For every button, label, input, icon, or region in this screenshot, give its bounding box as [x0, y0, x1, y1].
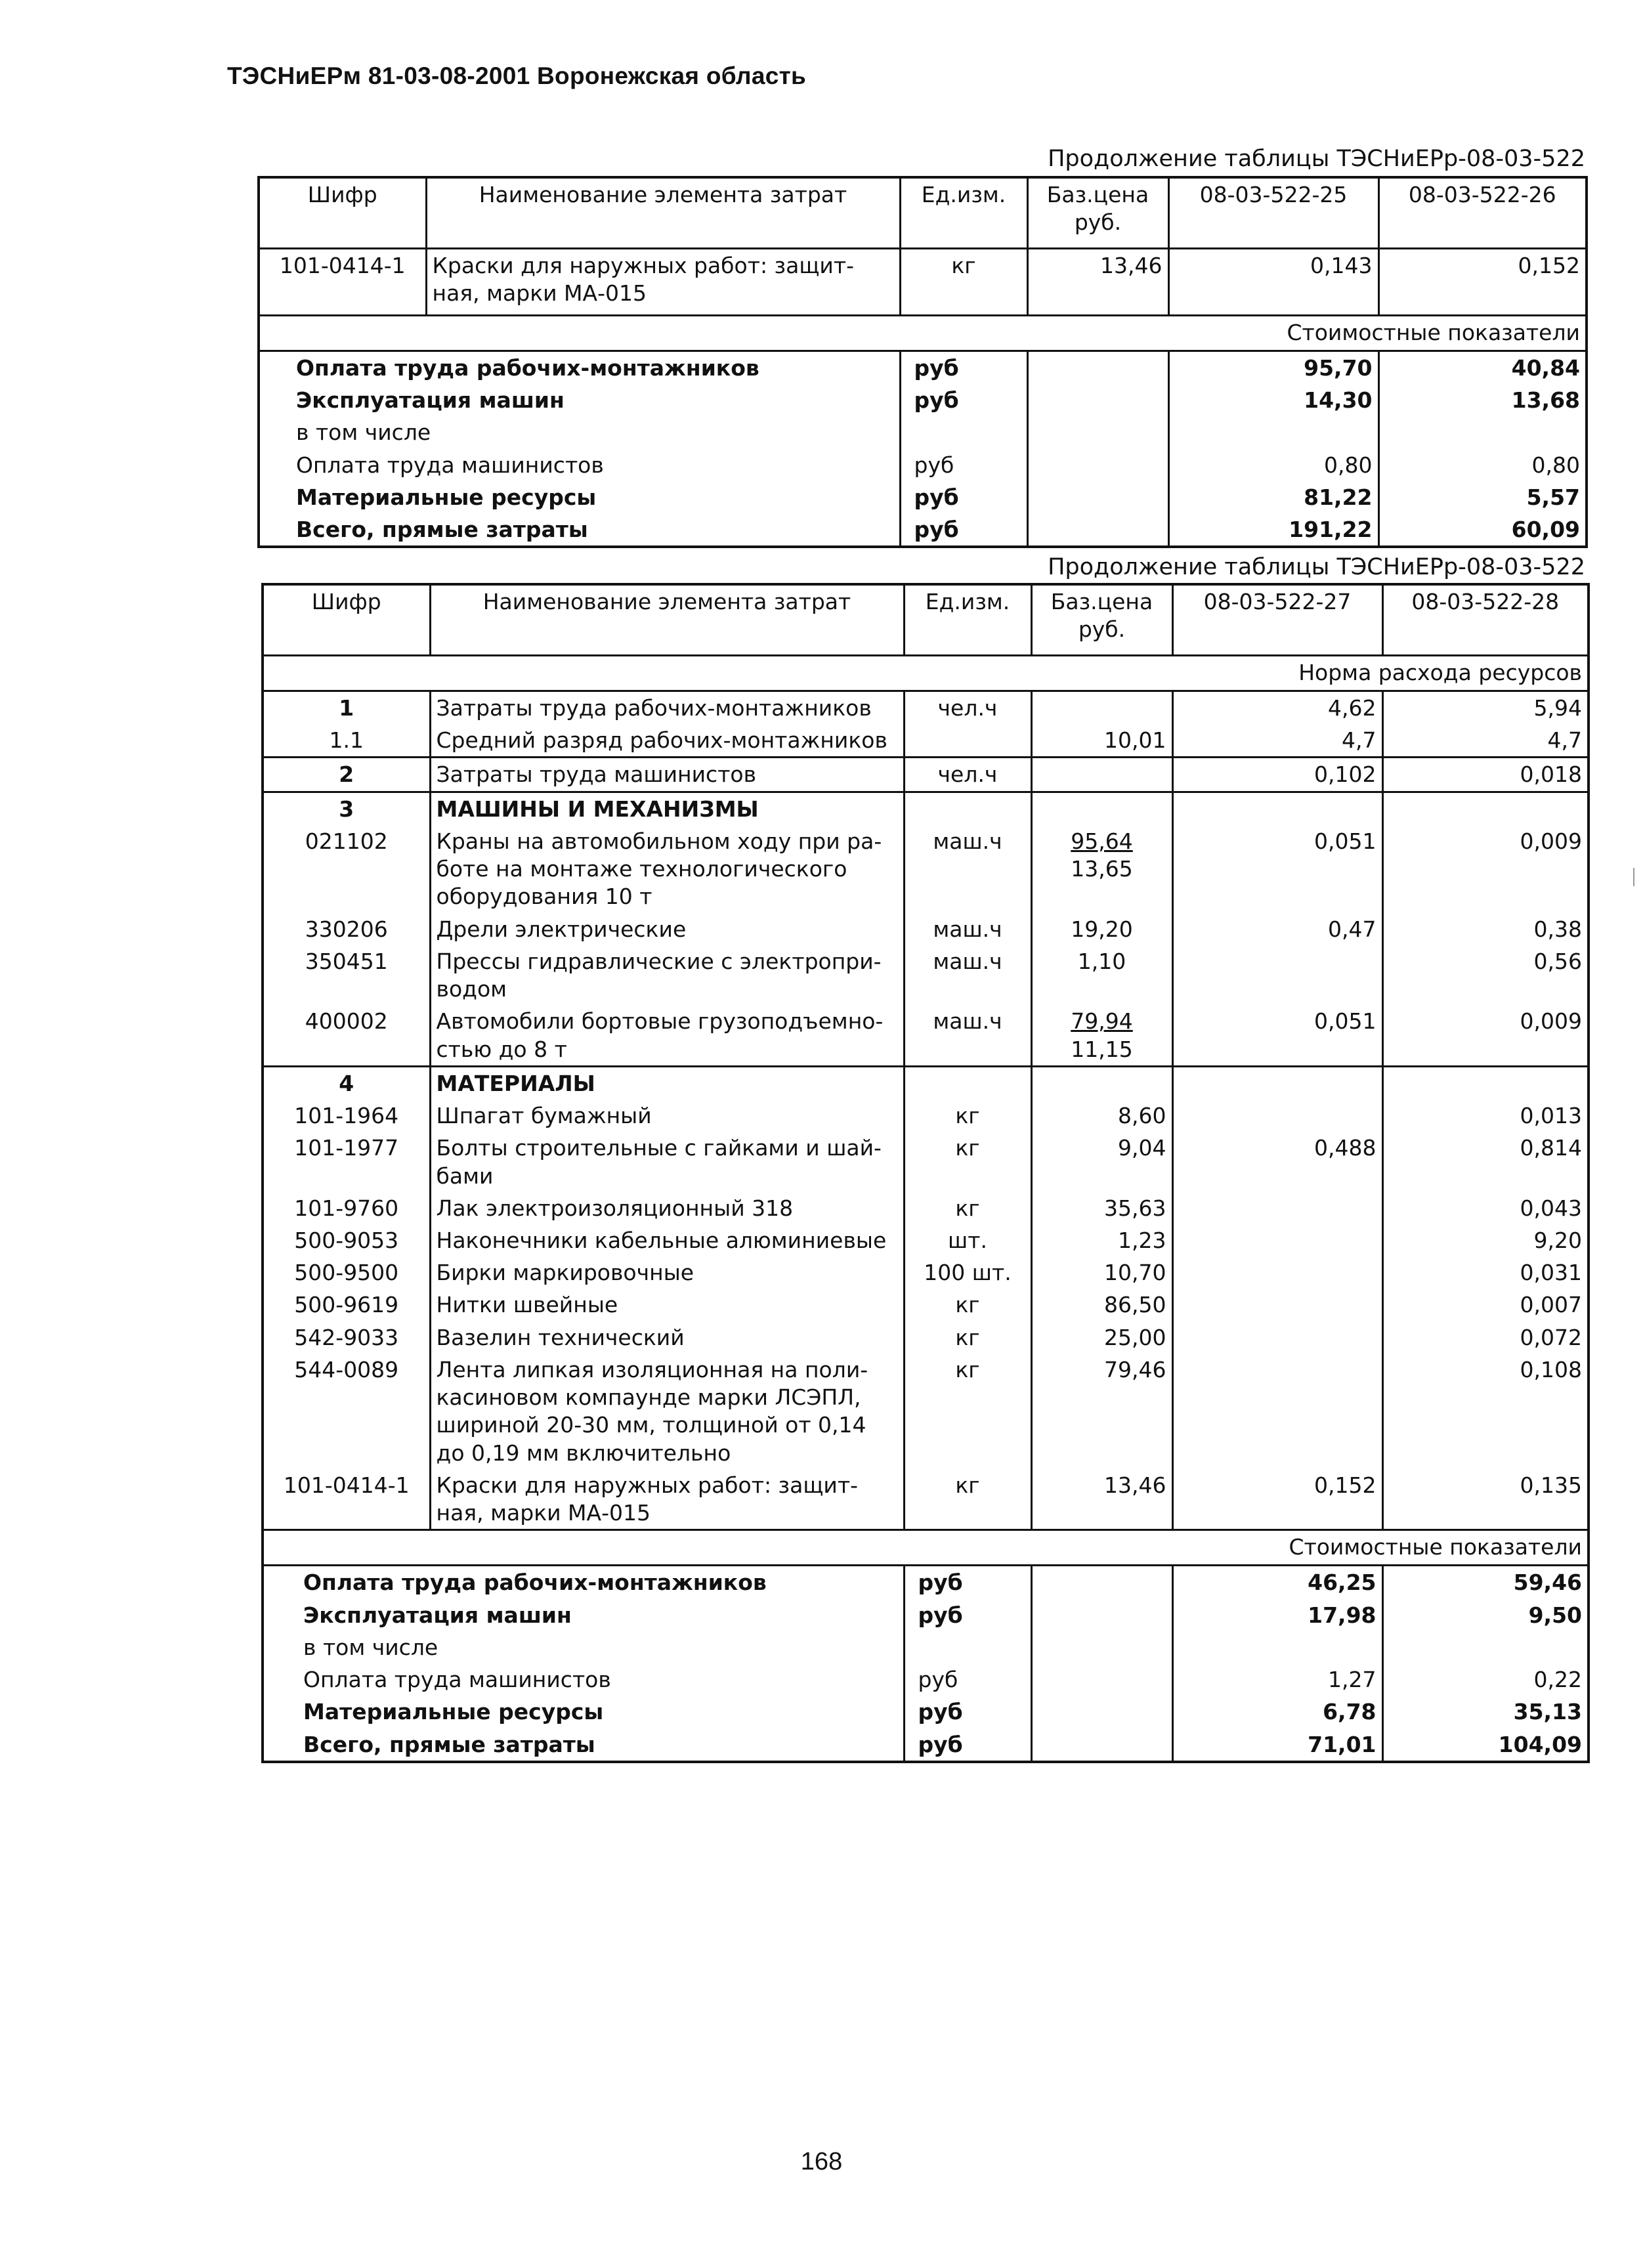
table-row — [263, 1192, 1589, 1224]
table2 — [261, 583, 1590, 1763]
row-code: 542-9033 — [294, 1324, 399, 1350]
row-name: Дрели электрические — [430, 913, 904, 945]
row-b: 0,013 — [1382, 1100, 1589, 1132]
table1-section-row — [259, 316, 1587, 351]
col-b-header: 08-03-522-26 — [1378, 177, 1587, 249]
table-row — [263, 1005, 1589, 1066]
row-b: 0,031 — [1382, 1256, 1589, 1289]
row-b: 0,007 — [1382, 1289, 1589, 1321]
row-name: Средний разряд рабочих-монтажников — [430, 724, 904, 758]
row-code: 021102 — [305, 828, 388, 854]
row-price: 13,46 — [1031, 1469, 1172, 1530]
table-row — [263, 1256, 1589, 1289]
row-unit: кг — [904, 1132, 1031, 1191]
row-a — [1172, 1321, 1382, 1354]
row-name: Нитки швейные — [430, 1289, 904, 1321]
total-a: 14,30 — [1168, 384, 1378, 416]
total-row — [263, 1696, 1589, 1728]
row-code: 500-9619 — [294, 1292, 399, 1318]
section-code: 3 — [339, 796, 354, 822]
row-b: 0,009 — [1382, 1005, 1589, 1066]
row-b: 0,152 — [1378, 249, 1587, 316]
row-unit: чел.ч — [904, 691, 1031, 725]
total-label: Оплата труда рабочих-монтажников — [303, 1570, 767, 1596]
total-unit: руб — [900, 449, 1027, 481]
row-b: 0,38 — [1382, 913, 1589, 945]
total-unit: руб — [904, 1599, 1031, 1631]
table1-continuation-caption: Продолжение таблицы ТЭСНиЕРр-08-03-522 — [1048, 146, 1585, 172]
row-a: 0,152 — [1172, 1469, 1382, 1530]
row-code: 1 — [339, 695, 354, 721]
total-b: 60,09 — [1378, 513, 1587, 547]
total-unit: руб — [900, 384, 1027, 416]
col-name-header: Наименование элемента затрат — [430, 584, 904, 656]
row-code: 2 — [263, 758, 430, 792]
row-price: 79,46 — [1031, 1354, 1172, 1469]
table-row — [263, 945, 1589, 1005]
row-code: 500-9500 — [294, 1260, 399, 1286]
row-unit: маш.ч — [904, 825, 1031, 913]
total-a: 1,27 — [1172, 1663, 1382, 1696]
row-unit: шт. — [904, 1224, 1031, 1256]
section-code: 4 — [339, 1070, 354, 1096]
row-unit: маш.ч — [904, 913, 1031, 945]
total-a: 6,78 — [1172, 1696, 1382, 1728]
total-unit: руб — [904, 1696, 1031, 1728]
table-row — [263, 1354, 1589, 1469]
table-row — [263, 825, 1589, 913]
col-price-header: Баз.цена руб. — [1027, 177, 1168, 249]
col-a-header: 08-03-522-27 — [1172, 584, 1382, 656]
total-b: 0,22 — [1382, 1663, 1589, 1696]
total-row — [259, 481, 1587, 513]
price-main: 79,94 — [1071, 1008, 1133, 1035]
total-unit: руб — [904, 1663, 1031, 1696]
row-name: Автомобили бортовые грузоподъемно-стью до 8 т — [430, 1005, 904, 1066]
total-row — [259, 449, 1587, 481]
row-code: 101-1964 — [294, 1103, 399, 1129]
total-row — [263, 1728, 1589, 1762]
row-code: 544-0089 — [294, 1356, 399, 1382]
total-row — [259, 416, 1587, 448]
total-b: 35,13 — [1382, 1696, 1589, 1728]
total-row — [263, 1631, 1589, 1663]
row-a: 4,7 — [1172, 724, 1382, 758]
row-b: 0,043 — [1382, 1192, 1589, 1224]
table-row — [263, 1321, 1589, 1354]
total-a: 46,25 — [1172, 1566, 1382, 1599]
row-a: 0,47 — [1172, 913, 1382, 945]
total-b: 0,80 — [1378, 449, 1587, 481]
total-label: Оплата труда машинистов — [296, 452, 604, 478]
row-unit: кг — [904, 1192, 1031, 1224]
scan-artifact-mark — [1633, 868, 1634, 886]
total-label: в том числе — [303, 1634, 438, 1660]
total-row — [263, 1566, 1589, 1599]
row-price: 8,60 — [1031, 1100, 1172, 1132]
total-a: 191,22 — [1168, 513, 1378, 547]
total-row — [259, 351, 1587, 385]
row-unit: чел.ч — [904, 758, 1031, 792]
row-name: Бирки маркировочные — [430, 1256, 904, 1289]
row-b: 0,018 — [1382, 758, 1589, 792]
row-code: 101-0414-1 — [263, 1469, 430, 1530]
row-unit: маш.ч — [904, 945, 1031, 1005]
row-price: 10,01 — [1031, 724, 1172, 758]
table-row — [263, 1132, 1589, 1191]
total-row — [259, 384, 1587, 416]
total-label: Эксплуатация машин — [303, 1602, 572, 1628]
price-main: 95,64 — [1071, 828, 1133, 854]
row-unit: кг — [904, 1321, 1031, 1354]
row-code: 350451 — [305, 948, 388, 974]
total-label: Оплата труда машинистов — [303, 1667, 611, 1693]
row-b: 0,56 — [1382, 945, 1589, 1005]
col-b-header: 08-03-522-28 — [1382, 584, 1589, 656]
row-name: Шпагат бумажный — [430, 1100, 904, 1132]
row-a — [1172, 1354, 1382, 1469]
norm-title: Норма расхода ресурсов — [263, 656, 1589, 691]
row-price — [1031, 691, 1172, 725]
row-price: 1,10 — [1031, 945, 1172, 1005]
row-price: 10,70 — [1031, 1256, 1172, 1289]
row-unit — [904, 724, 1031, 758]
section-header-row — [263, 1066, 1589, 1100]
section-name: МАТЕРИАЛЫ — [430, 1066, 904, 1100]
page-number: 168 — [800, 2148, 843, 2175]
row-price: 9,04 — [1031, 1132, 1172, 1191]
total-a: 71,01 — [1172, 1728, 1382, 1762]
row-b: 0,072 — [1382, 1321, 1589, 1354]
total-a: 0,80 — [1168, 449, 1378, 481]
row-b: 5,94 — [1382, 691, 1589, 725]
col-name-header: Наименование элемента затрат — [426, 177, 900, 249]
section-header-row — [263, 792, 1589, 825]
row-unit: кг — [904, 1354, 1031, 1469]
table2-continuation-caption: Продолжение таблицы ТЭСНиЕРр-08-03-522 — [1048, 554, 1585, 580]
row-b: 4,7 — [1382, 724, 1589, 758]
total-a: 81,22 — [1168, 481, 1378, 513]
total-label: Эксплуатация машин — [296, 387, 565, 414]
row-price: 35,63 — [1031, 1192, 1172, 1224]
row-name: Краски для наружных работ: защит-ная, марки МА-015 — [426, 249, 900, 316]
row-price: 13,46 — [1027, 249, 1168, 316]
total-a: 17,98 — [1172, 1599, 1382, 1631]
total-b: 13,68 — [1378, 384, 1587, 416]
table-row — [263, 724, 1589, 758]
table1-header-row — [259, 177, 1587, 249]
total-b: 9,50 — [1382, 1599, 1589, 1631]
row-a: 0,051 — [1172, 1005, 1382, 1066]
document-header: ТЭСНиЕРм 81-03-08-2001 Воронежская область — [227, 62, 807, 89]
row-code: 101-0414-1 — [259, 249, 426, 316]
price-secondary: 11,15 — [1071, 1036, 1133, 1062]
table2-header-row — [263, 584, 1589, 656]
row-a — [1172, 1289, 1382, 1321]
row-a — [1172, 1224, 1382, 1256]
total-row — [263, 1663, 1589, 1696]
total-label: Всего, прямые затраты — [296, 517, 588, 543]
row-price — [1031, 758, 1172, 792]
total-b: 5,57 — [1378, 481, 1587, 513]
row-price: 86,50 — [1031, 1289, 1172, 1321]
row-b: 0,135 — [1382, 1469, 1589, 1530]
row-name: Лак электроизоляционный 318 — [430, 1192, 904, 1224]
row-a — [1172, 945, 1382, 1005]
row-unit: кг — [904, 1289, 1031, 1321]
row-price — [1031, 825, 1172, 913]
row-name: Краны на автомобильном ходу при ра-боте на монтаже технологического оборудования 10 т — [430, 825, 904, 913]
section-name: МАШИНЫ И МЕХАНИЗМЫ — [430, 792, 904, 825]
col-code-header: Шифр — [263, 584, 430, 656]
price-secondary: 13,65 — [1071, 856, 1133, 882]
row-name: Прессы гидравлические с электропри-водом — [430, 945, 904, 1005]
total-unit: руб — [904, 1728, 1031, 1762]
row-unit: кг — [904, 1100, 1031, 1132]
row-name: Краски для наружных работ: защит-ная, марки МА-015 — [430, 1469, 904, 1530]
total-unit: руб — [904, 1566, 1031, 1599]
row-a — [1172, 1192, 1382, 1224]
row-b: 0,009 — [1382, 825, 1589, 913]
col-price-header: Баз.цена руб. — [1031, 584, 1172, 656]
row-a — [1172, 1100, 1382, 1132]
row-unit: маш.ч — [904, 1005, 1031, 1066]
row-b: 9,20 — [1382, 1224, 1589, 1256]
table-row — [263, 1224, 1589, 1256]
total-b: 59,46 — [1382, 1566, 1589, 1599]
row-price: 19,20 — [1031, 913, 1172, 945]
total-label: Всего, прямые затраты — [303, 1731, 595, 1757]
row-b: 0,108 — [1382, 1354, 1589, 1469]
table2-norm-row — [263, 656, 1589, 691]
row-a — [1172, 1256, 1382, 1289]
table-row — [263, 1289, 1589, 1321]
total-row — [259, 513, 1587, 547]
total-b: 104,09 — [1382, 1728, 1589, 1762]
total-unit: руб — [900, 513, 1027, 547]
table2-section-row — [263, 1530, 1589, 1566]
row-name: Вазелин технический — [430, 1321, 904, 1354]
row-a: 0,051 — [1172, 825, 1382, 913]
row-code: 330206 — [305, 916, 388, 942]
table-row — [263, 1469, 1589, 1530]
row-name: Наконечники кабельные алюминиевые — [430, 1224, 904, 1256]
section-title: Стоимостные показатели — [263, 1530, 1589, 1566]
table-row — [263, 758, 1589, 792]
row-a: 0,488 — [1172, 1132, 1382, 1191]
row-unit: 100 шт. — [904, 1256, 1031, 1289]
row-a: 0,102 — [1172, 758, 1382, 792]
row-price — [1031, 1005, 1172, 1066]
row-code: 101-1977 — [294, 1135, 399, 1161]
row-a: 0,143 — [1168, 249, 1378, 316]
col-unit-header: Ед.изм. — [900, 177, 1027, 249]
row-code: 101-9760 — [294, 1195, 399, 1221]
total-label: Оплата труда рабочих-монтажников — [296, 355, 759, 381]
table-row — [263, 913, 1589, 945]
col-code-header: Шифр — [259, 177, 426, 249]
row-name: Болты строительные с гайками и шай-бами — [430, 1132, 904, 1191]
table-row — [263, 691, 1589, 725]
row-code: 1.1 — [263, 724, 430, 758]
total-label: Материальные ресурсы — [303, 1699, 604, 1725]
row-a: 4,62 — [1172, 691, 1382, 725]
table-row — [259, 249, 1587, 316]
row-unit: кг — [900, 249, 1027, 316]
total-label: Материальные ресурсы — [296, 484, 597, 510]
row-name: Лента липкая изоляционная на поли-касиновом компаунде марки ЛСЭПЛ, шириной 20-30 мм, толщиной от 0,14 до 0,19 мм включительно — [430, 1354, 904, 1469]
total-label: в том числе — [296, 419, 431, 446]
table-row — [263, 1100, 1589, 1132]
col-unit-header: Ед.изм. — [904, 584, 1031, 656]
total-b: 40,84 — [1378, 351, 1587, 385]
total-a: 95,70 — [1168, 351, 1378, 385]
row-code: 400002 — [263, 1005, 430, 1066]
row-price: 1,23 — [1031, 1224, 1172, 1256]
table1 — [257, 176, 1588, 548]
row-unit: кг — [904, 1469, 1031, 1530]
row-name: Затраты труда машинистов — [430, 758, 904, 792]
col-a-header: 08-03-522-25 — [1168, 177, 1378, 249]
section-title: Стоимостные показатели — [259, 316, 1587, 351]
row-code: 500-9053 — [294, 1227, 399, 1253]
row-b: 0,814 — [1382, 1132, 1589, 1191]
total-row — [263, 1599, 1589, 1631]
row-price: 25,00 — [1031, 1321, 1172, 1354]
row-name: Затраты труда рабочих-монтажников — [430, 691, 904, 725]
total-unit: руб — [900, 481, 1027, 513]
total-unit: руб — [900, 351, 1027, 385]
